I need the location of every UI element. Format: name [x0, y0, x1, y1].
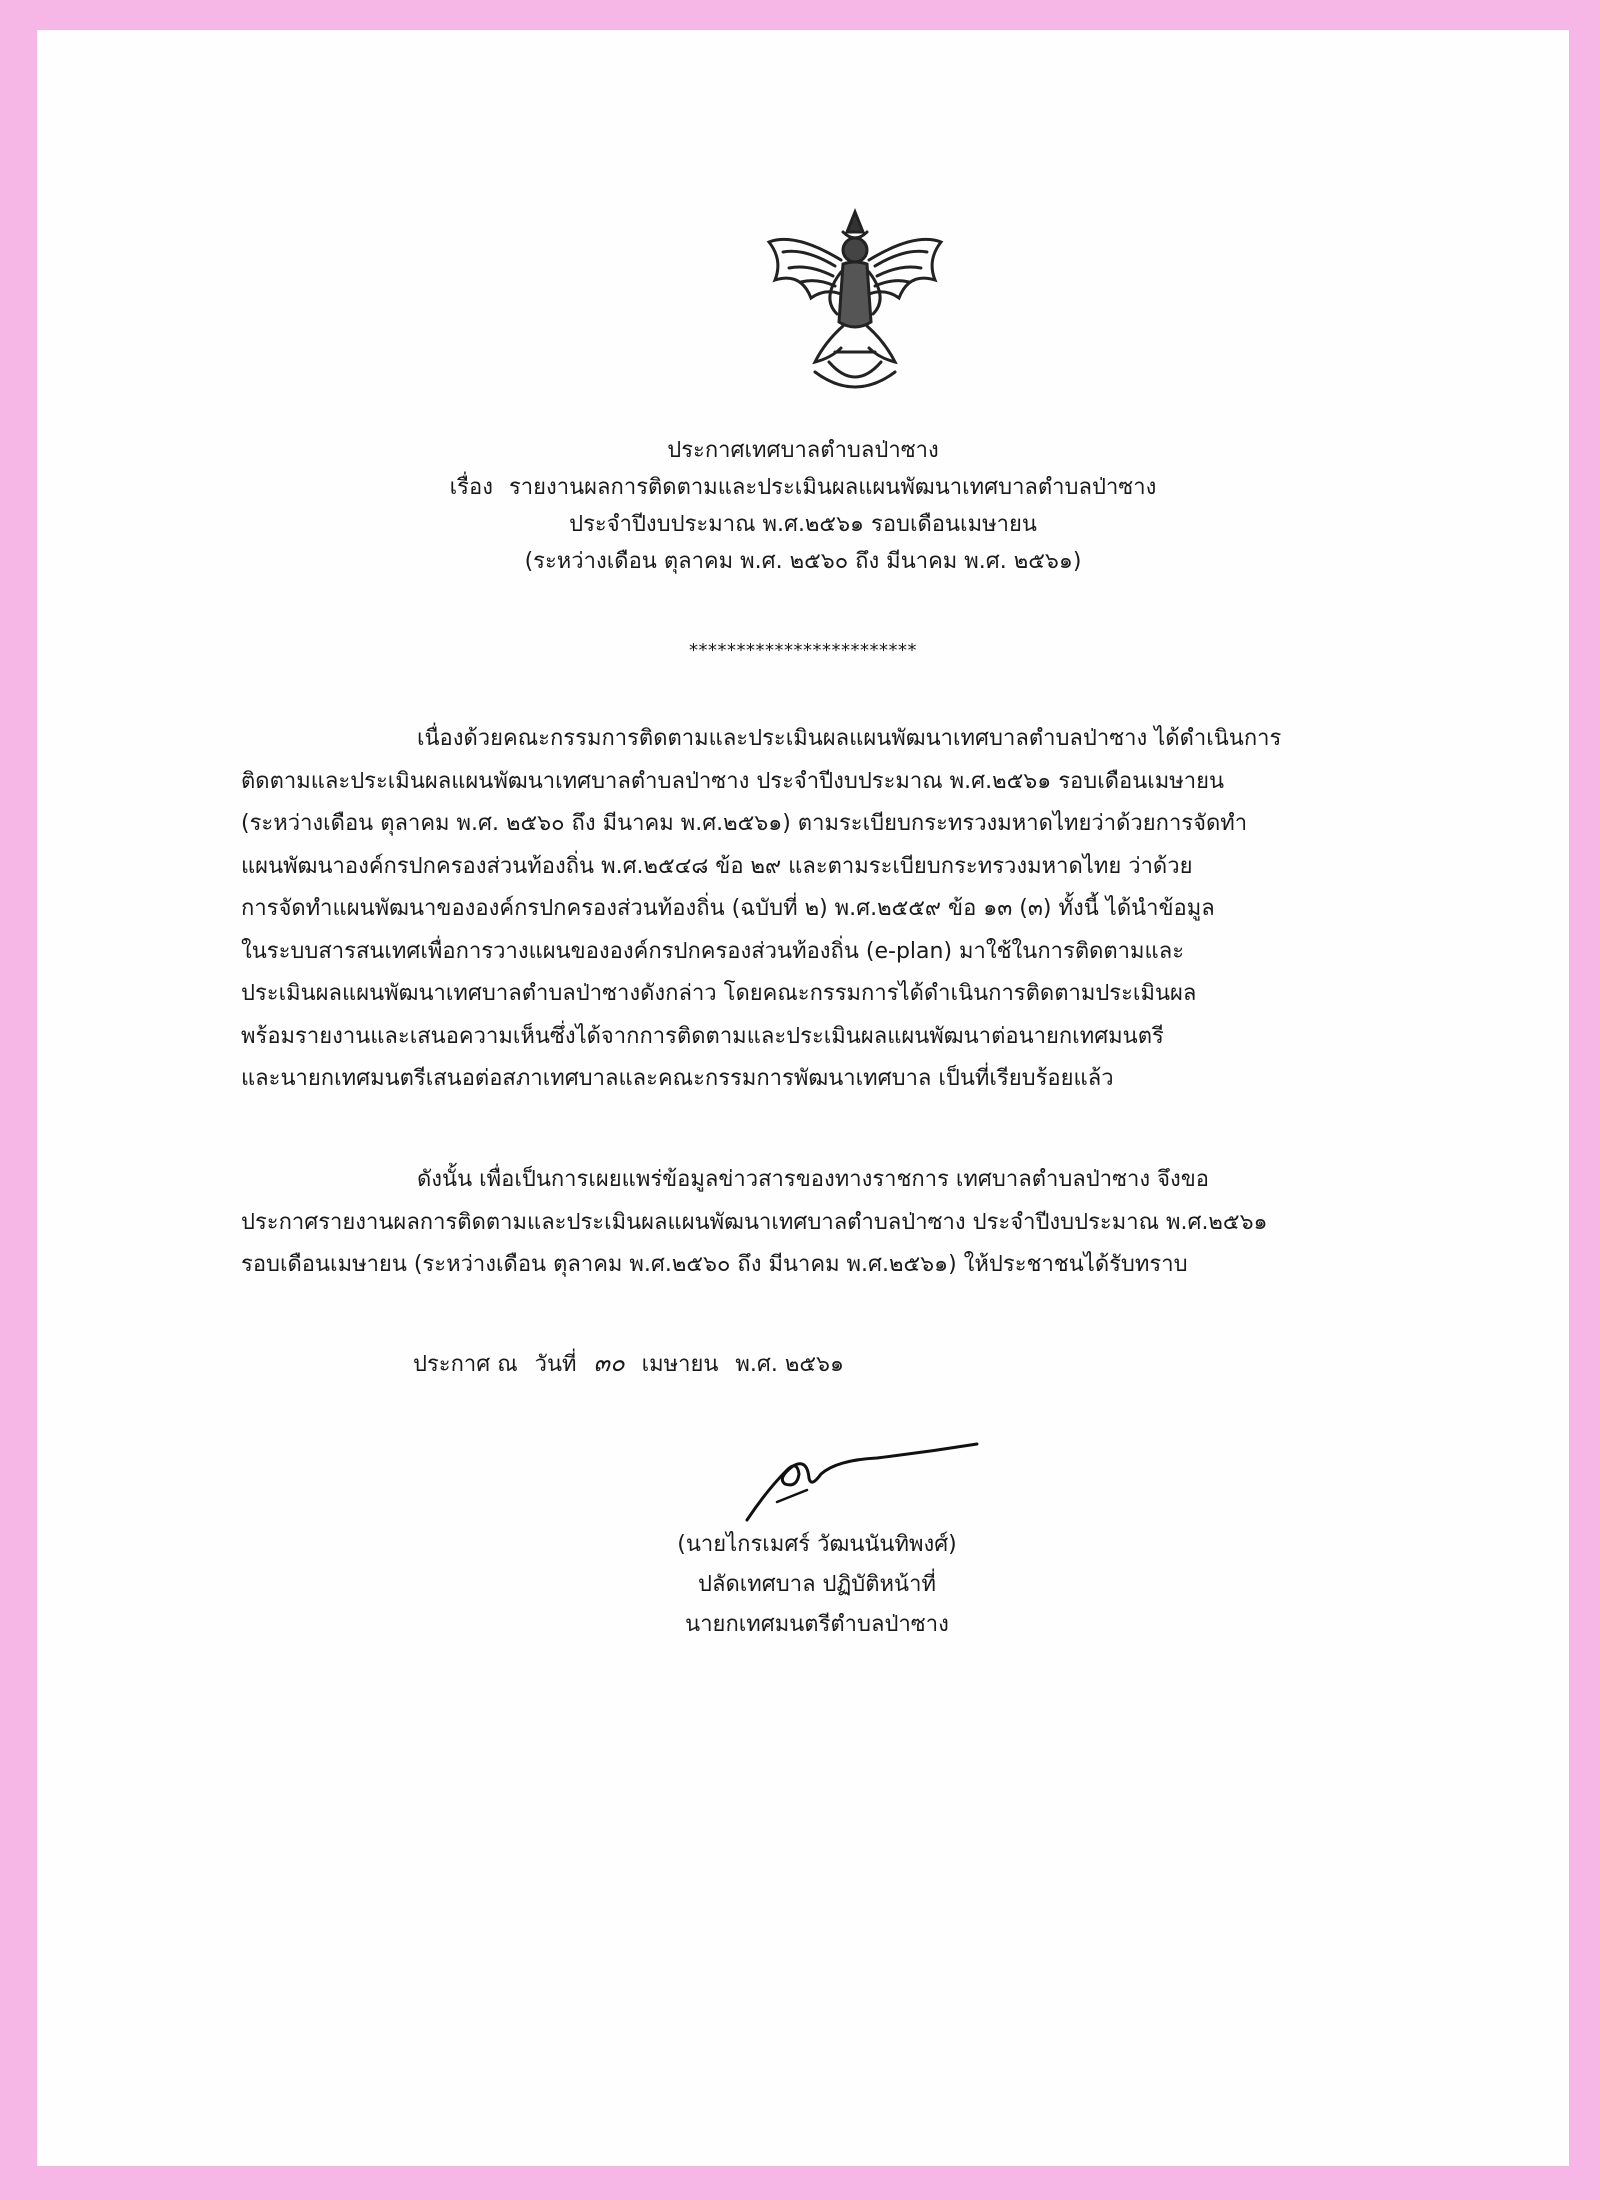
announcement-subject-row — [37, 469, 1569, 506]
document-page — [37, 30, 1569, 2166]
signer-name: (นายไกรเมศร์ วัฒนนันทิพงศ์) — [677, 1532, 957, 1557]
paragraph-line: ติดตามและประเมินผลแผนพัฒนาเทศบาลตำบลป่าซาง ประจำปีงบประมาณ พ.ศ.๒๕๖๑ รอบเดือนเมษายน — [241, 768, 1225, 794]
subject-text: รายงานผลการติดตามและประเมินผลแผนพัฒนาเทศบาลตำบลป่าซาง — [508, 475, 1157, 500]
paragraph-line: เนื่องด้วยคณะกรรมการติดตามและประเมินผลแผนพัฒนาเทศบาลตำบลป่าซาง ได้ดำเนินการ — [417, 726, 1282, 751]
paragraph-line: และนายกเทศมนตรีเสนอต่อสภาเทศบาลและคณะกรรมการพัฒนาเทศบาล เป็นที่เรียบร้อยแล้ว — [241, 1066, 1114, 1091]
handwritten-signature — [737, 1430, 997, 1530]
paragraph-line: ดังนั้น เพื่อเป็นการเผยแพร่ข้อมูลข่าวสารของทางราชการ เทศบาลตำบลป่าซาง จึงขอ — [417, 1167, 1209, 1192]
period-line: (ระหว่างเดือน ตุลาคม พ.ศ. ๒๕๖๐ ถึง มีนาคม พ.ศ. ๒๕๖๑) — [524, 549, 1082, 574]
handwritten-day: ๓๐ — [593, 1349, 625, 1377]
separator-stars: ************************ — [689, 640, 917, 661]
paragraph-line: รอบเดือนเมษายน (ระหว่างเดือน ตุลาคม พ.ศ.๒๕๖๐ ถึง มีนาคม พ.ศ.๒๕๖๑) ให้ประชาชนได้รับทราบ — [241, 1252, 1188, 1277]
paragraph-line: แผนพัฒนาองค์กรปกครองส่วนท้องถิ่น พ.ศ.๒๕๔๘ ข้อ ๒๙ และตามระเบียบกระทรวงมหาดไทย ว่าด้วย — [241, 853, 1193, 879]
day-label: วันที่ — [534, 1352, 577, 1377]
paragraph-1 — [241, 718, 1433, 1101]
paragraph-line: การจัดทำแผนพัฒนาขององค์กรปกครองส่วนท้องถิ่น (ฉบับที่ ๒) พ.ศ.๒๕๕๙ ข้อ ๑๓ (๓) ทั้งนี้ ได้นำข้อมูล — [241, 896, 1215, 921]
signer-office: นายกเทศมนตรีตำบลป่าซาง — [685, 1612, 949, 1637]
paragraph-line: ประกาศรายงานผลการติดตามและประเมินผลแผนพัฒนาเทศบาลตำบลป่าซาง ประจำปีงบประมาณ พ.ศ.๒๕๖๑ — [241, 1209, 1268, 1235]
announcement-title: ประกาศเทศบาลตำบลป่าซาง — [667, 438, 939, 463]
subject-label: เรื่อง — [449, 475, 493, 500]
year: พ.ศ. ๒๕๖๑ — [735, 1352, 844, 1377]
garuda-emblem-icon — [755, 202, 955, 402]
announcement-date — [413, 1343, 854, 1382]
paragraph-line: ประเมินผลแผนพัฒนาเทศบาลตำบลป่าซางดังกล่าว โดยคณะกรรมการได้ดำเนินการติดตามประเมินผล — [241, 981, 1197, 1006]
paragraph-2 — [241, 1159, 1433, 1287]
fiscal-year-line: ประจำปีงบประมาณ พ.ศ.๒๕๖๑ รอบเดือนเมษายน — [569, 512, 1037, 537]
paragraph-line: พร้อมรายงานและเสนอความเห็นซึ่งได้จากการติดตามและประเมินผลแผนพัฒนาต่อนายกเทศมนตรี — [241, 1023, 1164, 1049]
date-prefix: ประกาศ ณ — [413, 1352, 518, 1377]
paragraph-line: ในระบบสารสนเทศเพื่อการวางแผนขององค์กรปกครองส่วนท้องถิ่น (e-plan) มาใช้ในการติดตามและ — [241, 938, 1185, 964]
signer-position: ปลัดเทศบาล ปฏิบัติหน้าที่ — [698, 1572, 936, 1597]
paragraph-line: (ระหว่างเดือน ตุลาคม พ.ศ. ๒๕๖๐ ถึง มีนาคม พ.ศ.๒๕๖๑) ตามระเบียบกระทรวงมหาดไทยว่าด้วยการจัดทำ — [241, 811, 1248, 836]
month: เมษายน — [641, 1352, 719, 1377]
signer-block — [637, 1525, 997, 1645]
announcement-heading — [37, 432, 1569, 580]
